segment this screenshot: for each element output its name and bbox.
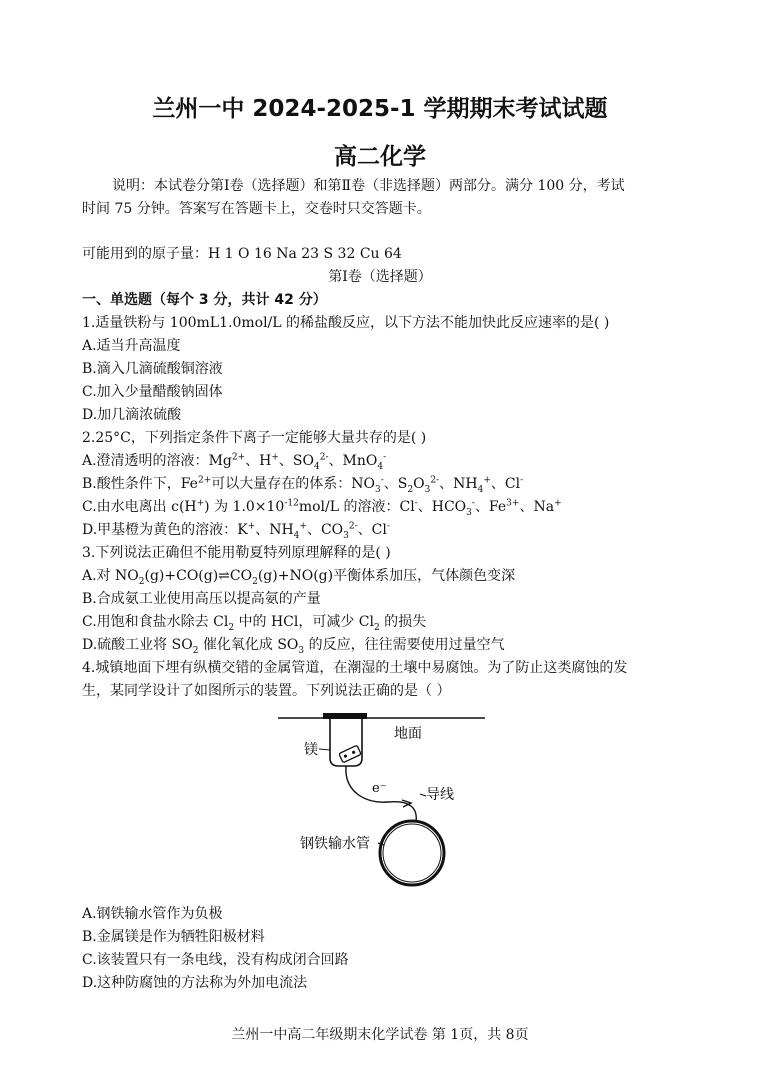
part-heading: 一、单选题（每个 3 分，共计 42 分） xyxy=(82,292,327,308)
q2-stem: 2.25°C，下列指定条件下离子一定能够大量共存的是( ) xyxy=(82,430,427,446)
ground-label: 地面 xyxy=(394,726,422,742)
mg-pointer xyxy=(319,749,330,750)
q2-option-c: C.由水电离出 c(H+) 为 $1.0\times 10^{-12}mol/L$ 的溶液：Cl-、$HCO_3^-$、$Fe^{3+}$、Na+ xyxy=(82,498,562,518)
q1-stem: 1.适量铁粉与 100mL1.0mol/L 的稀盐酸反应，以下方法不能加快此反应速率的是( ) xyxy=(82,315,610,331)
mg-block xyxy=(339,745,361,763)
q1-option-b: B.滴入几滴硫酸铜溶液 xyxy=(82,361,223,377)
q1-option-d: D.加几滴浓硫酸 xyxy=(82,407,182,423)
section-title: 第Ⅰ卷（选择题） xyxy=(328,269,432,285)
q3-option-c: C.用饱和食盐水除去 $Cl_2$ 中的 HCl，可减少 $Cl_2$ 的损失 xyxy=(82,614,427,633)
exam-title: 兰州一中 2024-2025-1 学期期末考试试题 xyxy=(152,96,608,122)
q4-option-b: B.金属镁是作为牺牲阳极材料 xyxy=(82,929,265,945)
q3-option-a: A.对 $NO_2(g)+CO(g)\rightleftharpoons CO_2(g)+NO(g)$平衡体系加压，气体颜色变深 xyxy=(82,568,516,587)
q1-option-c: C.加入少量醋酸钠固体 xyxy=(82,384,223,400)
terminal-cap xyxy=(323,713,367,719)
q2-option-b: B.酸性条件下，$Fe^{2+}$可以大量存在的体系：$NO_3^-$、$S_2O_3^{2-}$、$NH_4^+$、Cl- xyxy=(82,475,524,495)
pipe-label: 钢铁输水管 xyxy=(300,836,370,852)
page-footer: 兰州一中高二年级期末化学试卷 第 1页，共 8页 xyxy=(231,1027,529,1043)
steel-pipe-inner xyxy=(383,824,441,882)
q4-option-a: A.钢铁输水管作为负极 xyxy=(82,906,223,922)
wire-label: 导线 xyxy=(426,787,454,803)
corrosion-figure xyxy=(270,708,500,893)
q4-stem-line-1: 4.城镇地面下埋有纵横交错的金属管道，在潮湿的土壤中易腐蚀。为了防止这类腐蚀的发 xyxy=(82,660,628,676)
instructions-line-2: 时间 75 分钟。答案写在答题卡上，交卷时只交答题卡。 xyxy=(82,201,431,217)
q2-option-d: D.甲基橙为黄色的溶液：K+、$NH_4^+$、$CO_3^{2-}$、Cl- xyxy=(82,521,390,541)
q3-stem: 3.下列说法正确但不能用勒夏特列原理解释的是( ) xyxy=(82,545,391,561)
exam-subject: 高二化学 xyxy=(334,144,426,170)
instructions-line-1: 说明：本试卷分第Ⅰ卷（选择题）和第Ⅱ卷（非选择题）两部分。满分 100 分，考试 xyxy=(112,178,625,194)
q4-stem-line-2: 生，某同学设计了如图所示的装置。下列说法正确的是（ ） xyxy=(82,683,451,699)
mg-label: 镁 xyxy=(304,742,318,758)
q3-option-d: D.硫酸工业将 $SO_2$ 催化氧化成 $SO_3$ 的反应，往往需要使用过量空气 xyxy=(82,637,505,656)
q4-option-c: C.该装置只有一条电线，没有构成闭合回路 xyxy=(82,952,349,968)
atomic-masses: 可能用到的原子量：H 1 O 16 Na 23 S 32 Cu 64 xyxy=(82,246,402,262)
q4-option-d: D.这种防腐蚀的方法称为外加电流法 xyxy=(82,975,308,991)
q1-option-a: A.适当升高温度 xyxy=(82,338,181,354)
electron-label: e⁻ xyxy=(372,781,387,796)
q2-option-a: A.澄清透明的溶液：$Mg^{2+}$、H+、$SO_4^{2-}$、MnO$_4$- xyxy=(82,452,387,472)
steel-pipe xyxy=(380,821,444,885)
q3-option-b: B.合成氨工业使用高压以提高氨的产量 xyxy=(82,591,321,607)
